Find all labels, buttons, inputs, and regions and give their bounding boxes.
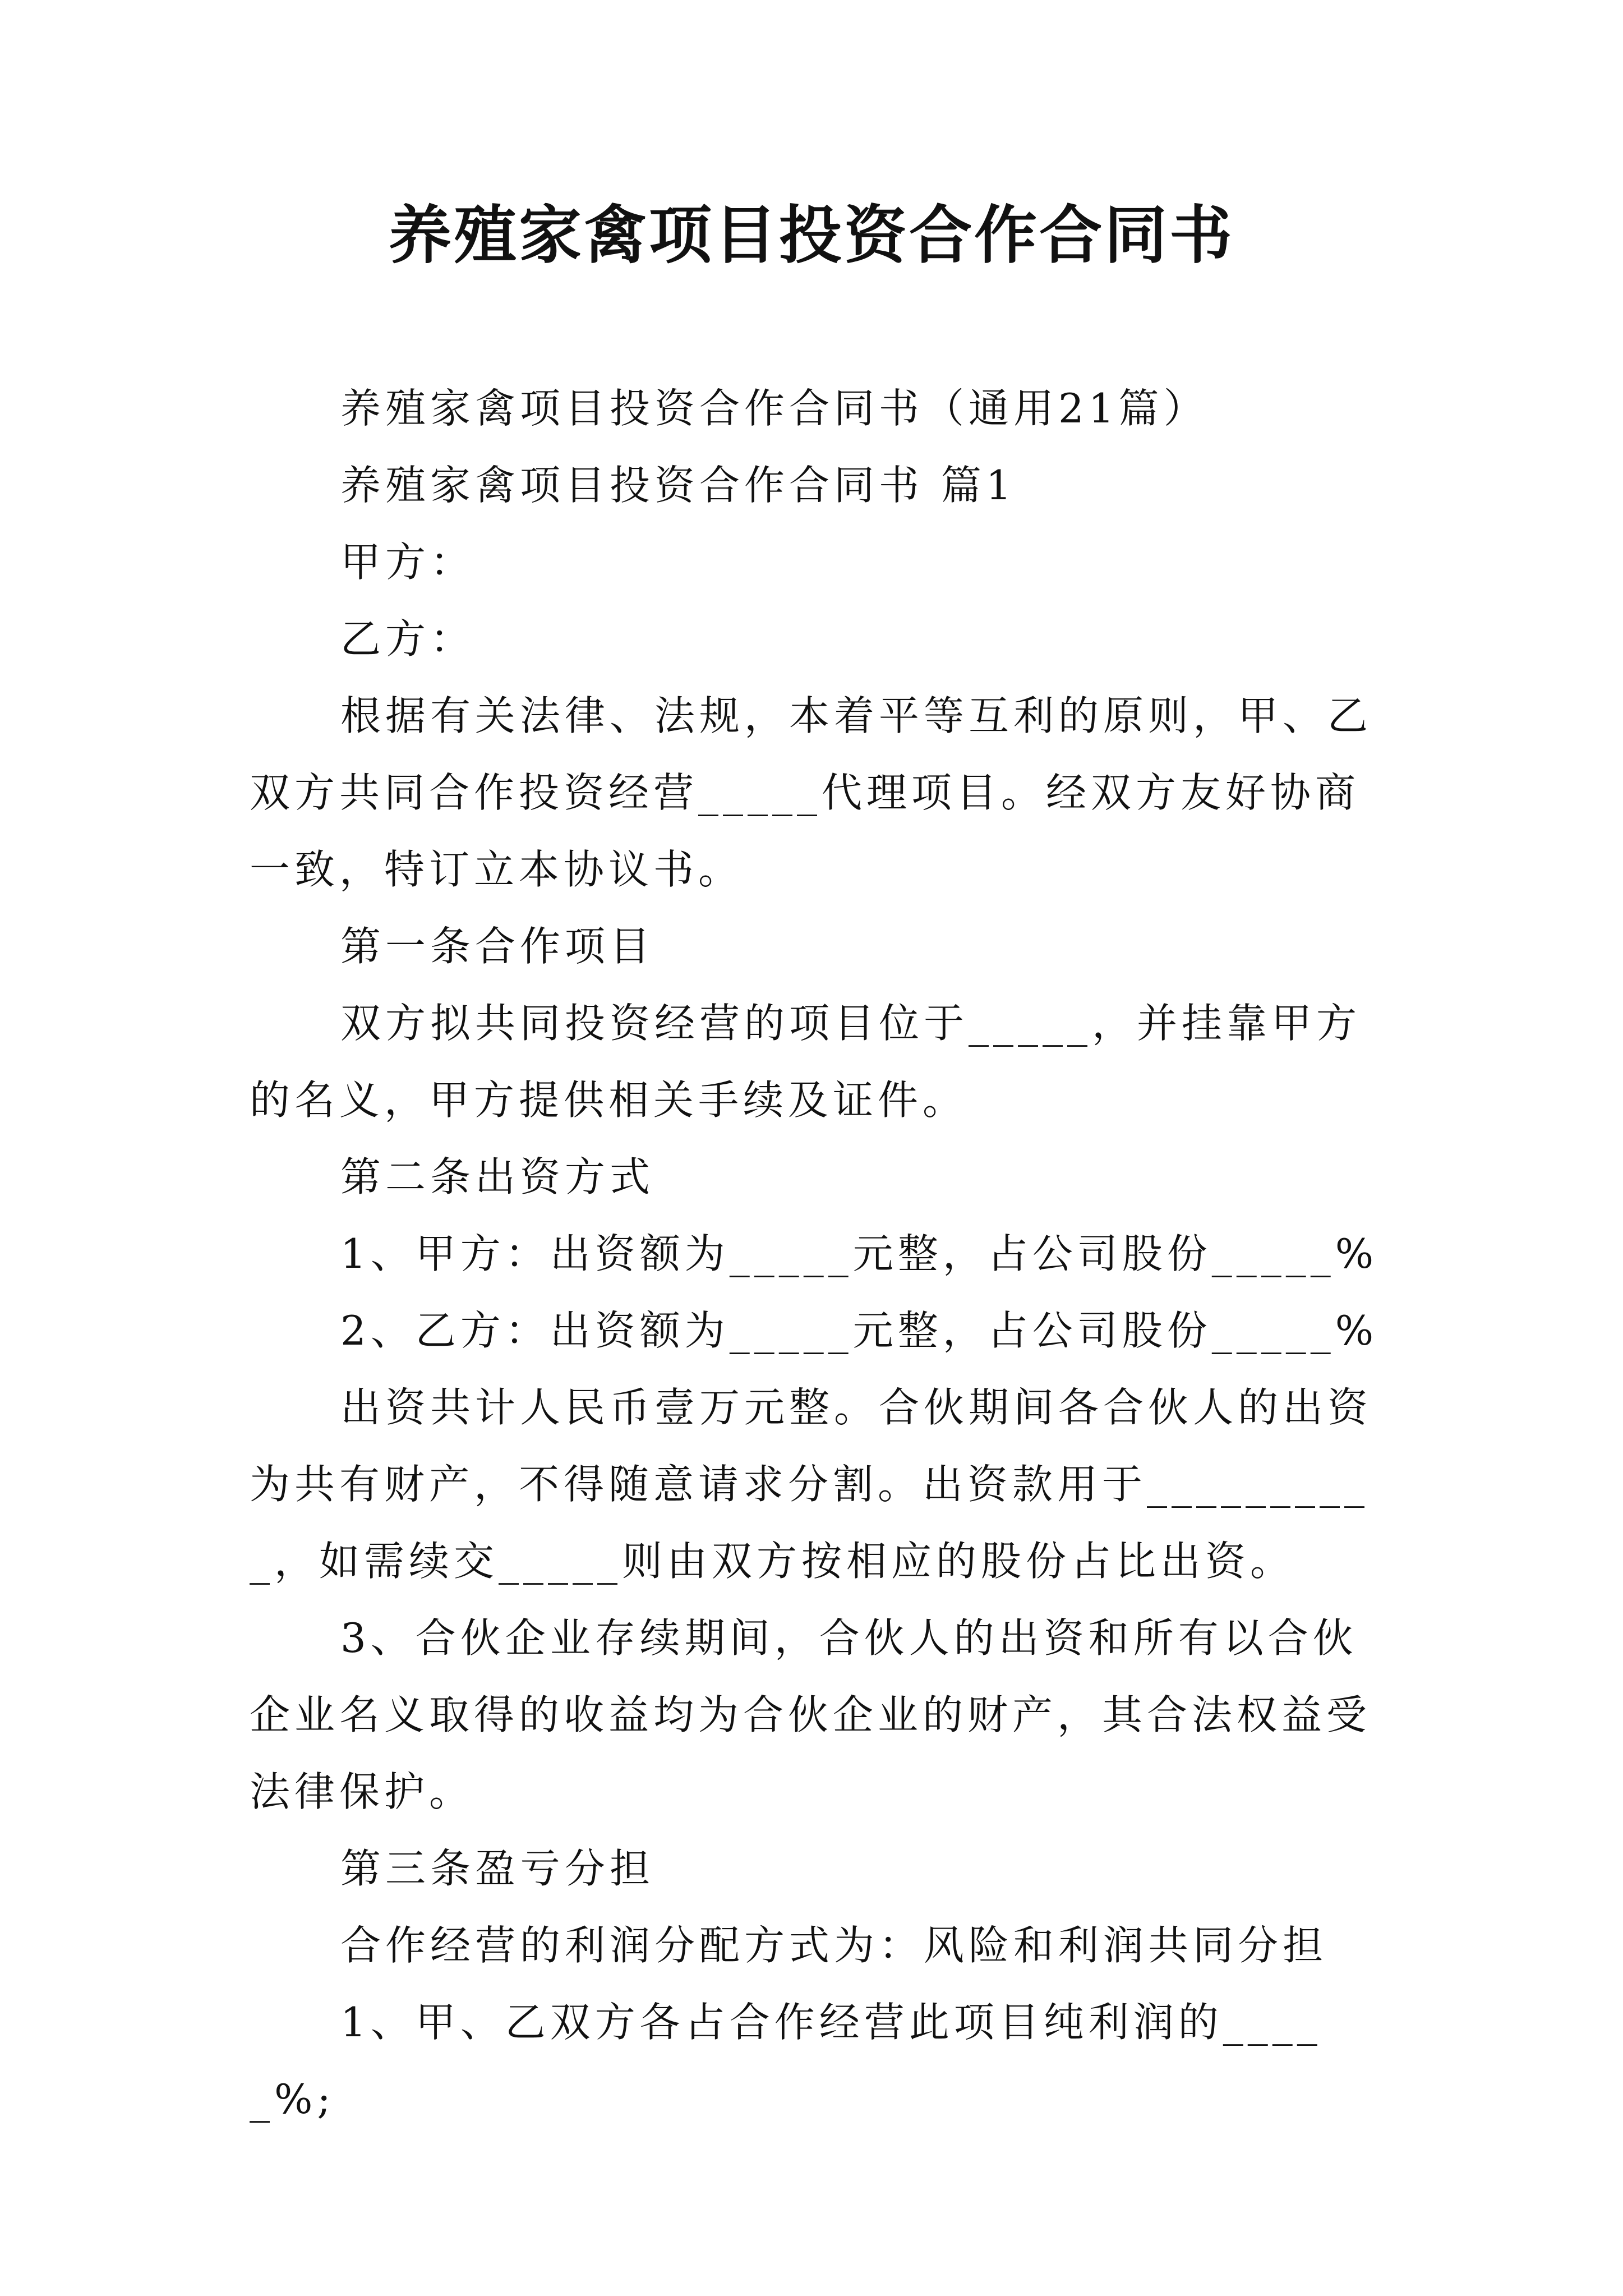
paragraph-subtitle: 养殖家禽项目投资合作合同书（通用21篇） [340,385,1209,432]
paragraph-article-1-body: 双方拟共同投资经营的项目位于_____，并挂靠甲方的名义，甲方提供相关手续及证件。 [250,1000,1362,1124]
paragraph-article-3-item-1: 1、甲、乙双方各占合作经营此项目纯利润的_____%; [250,1999,1322,2123]
paragraph-chapter-heading: 养殖家禽项目投资合作合同书 篇1 [340,462,1016,509]
paragraph-article-3-body: 合作经营的利润分配方式为：风险和利润共同分担 [340,1922,1328,1969]
paragraph-article-3-heading: 第三条盈亏分担 [340,1845,655,1892]
paragraph-article-2-item-1: 1、甲方：出资额为_____元整，占公司股份_____% [340,1230,1378,1277]
paragraph-article-2-item-3: 3、合伙企业存续期间，合伙人的出资和所有以合伙企业名义取得的收益均为合伙企业的财产，其合法权益受法律保护。 [250,1614,1372,1815]
document-body [250,370,1388,2138]
paragraph-article-1-heading: 第一条合作项目 [340,923,655,970]
paragraph-article-2-total: 出资共计人民币壹万元整。合伙期间各合伙人的出资为共有财产，不得随意请求分割。出资款用于__________，如需续交_____则由双方按相应的股份占比出资。 [250,1384,1373,1585]
paragraph-preamble: 根据有关法律、法规，本着平等互利的原则，甲、乙双方共同合作投资经营_____代理项目。经双方友好协商一致，特订立本协议书。 [250,692,1373,893]
paragraph-party-b: 乙方： [340,615,476,662]
document-title: 养殖家禽项目投资合作合同书 [389,199,1234,272]
paragraph-article-2-heading: 第二条出资方式 [340,1153,655,1200]
paragraph-party-a: 甲方： [340,539,476,586]
paragraph-article-2-item-2: 2、乙方：出资额为_____元整，占公司股份_____% [340,1307,1378,1354]
